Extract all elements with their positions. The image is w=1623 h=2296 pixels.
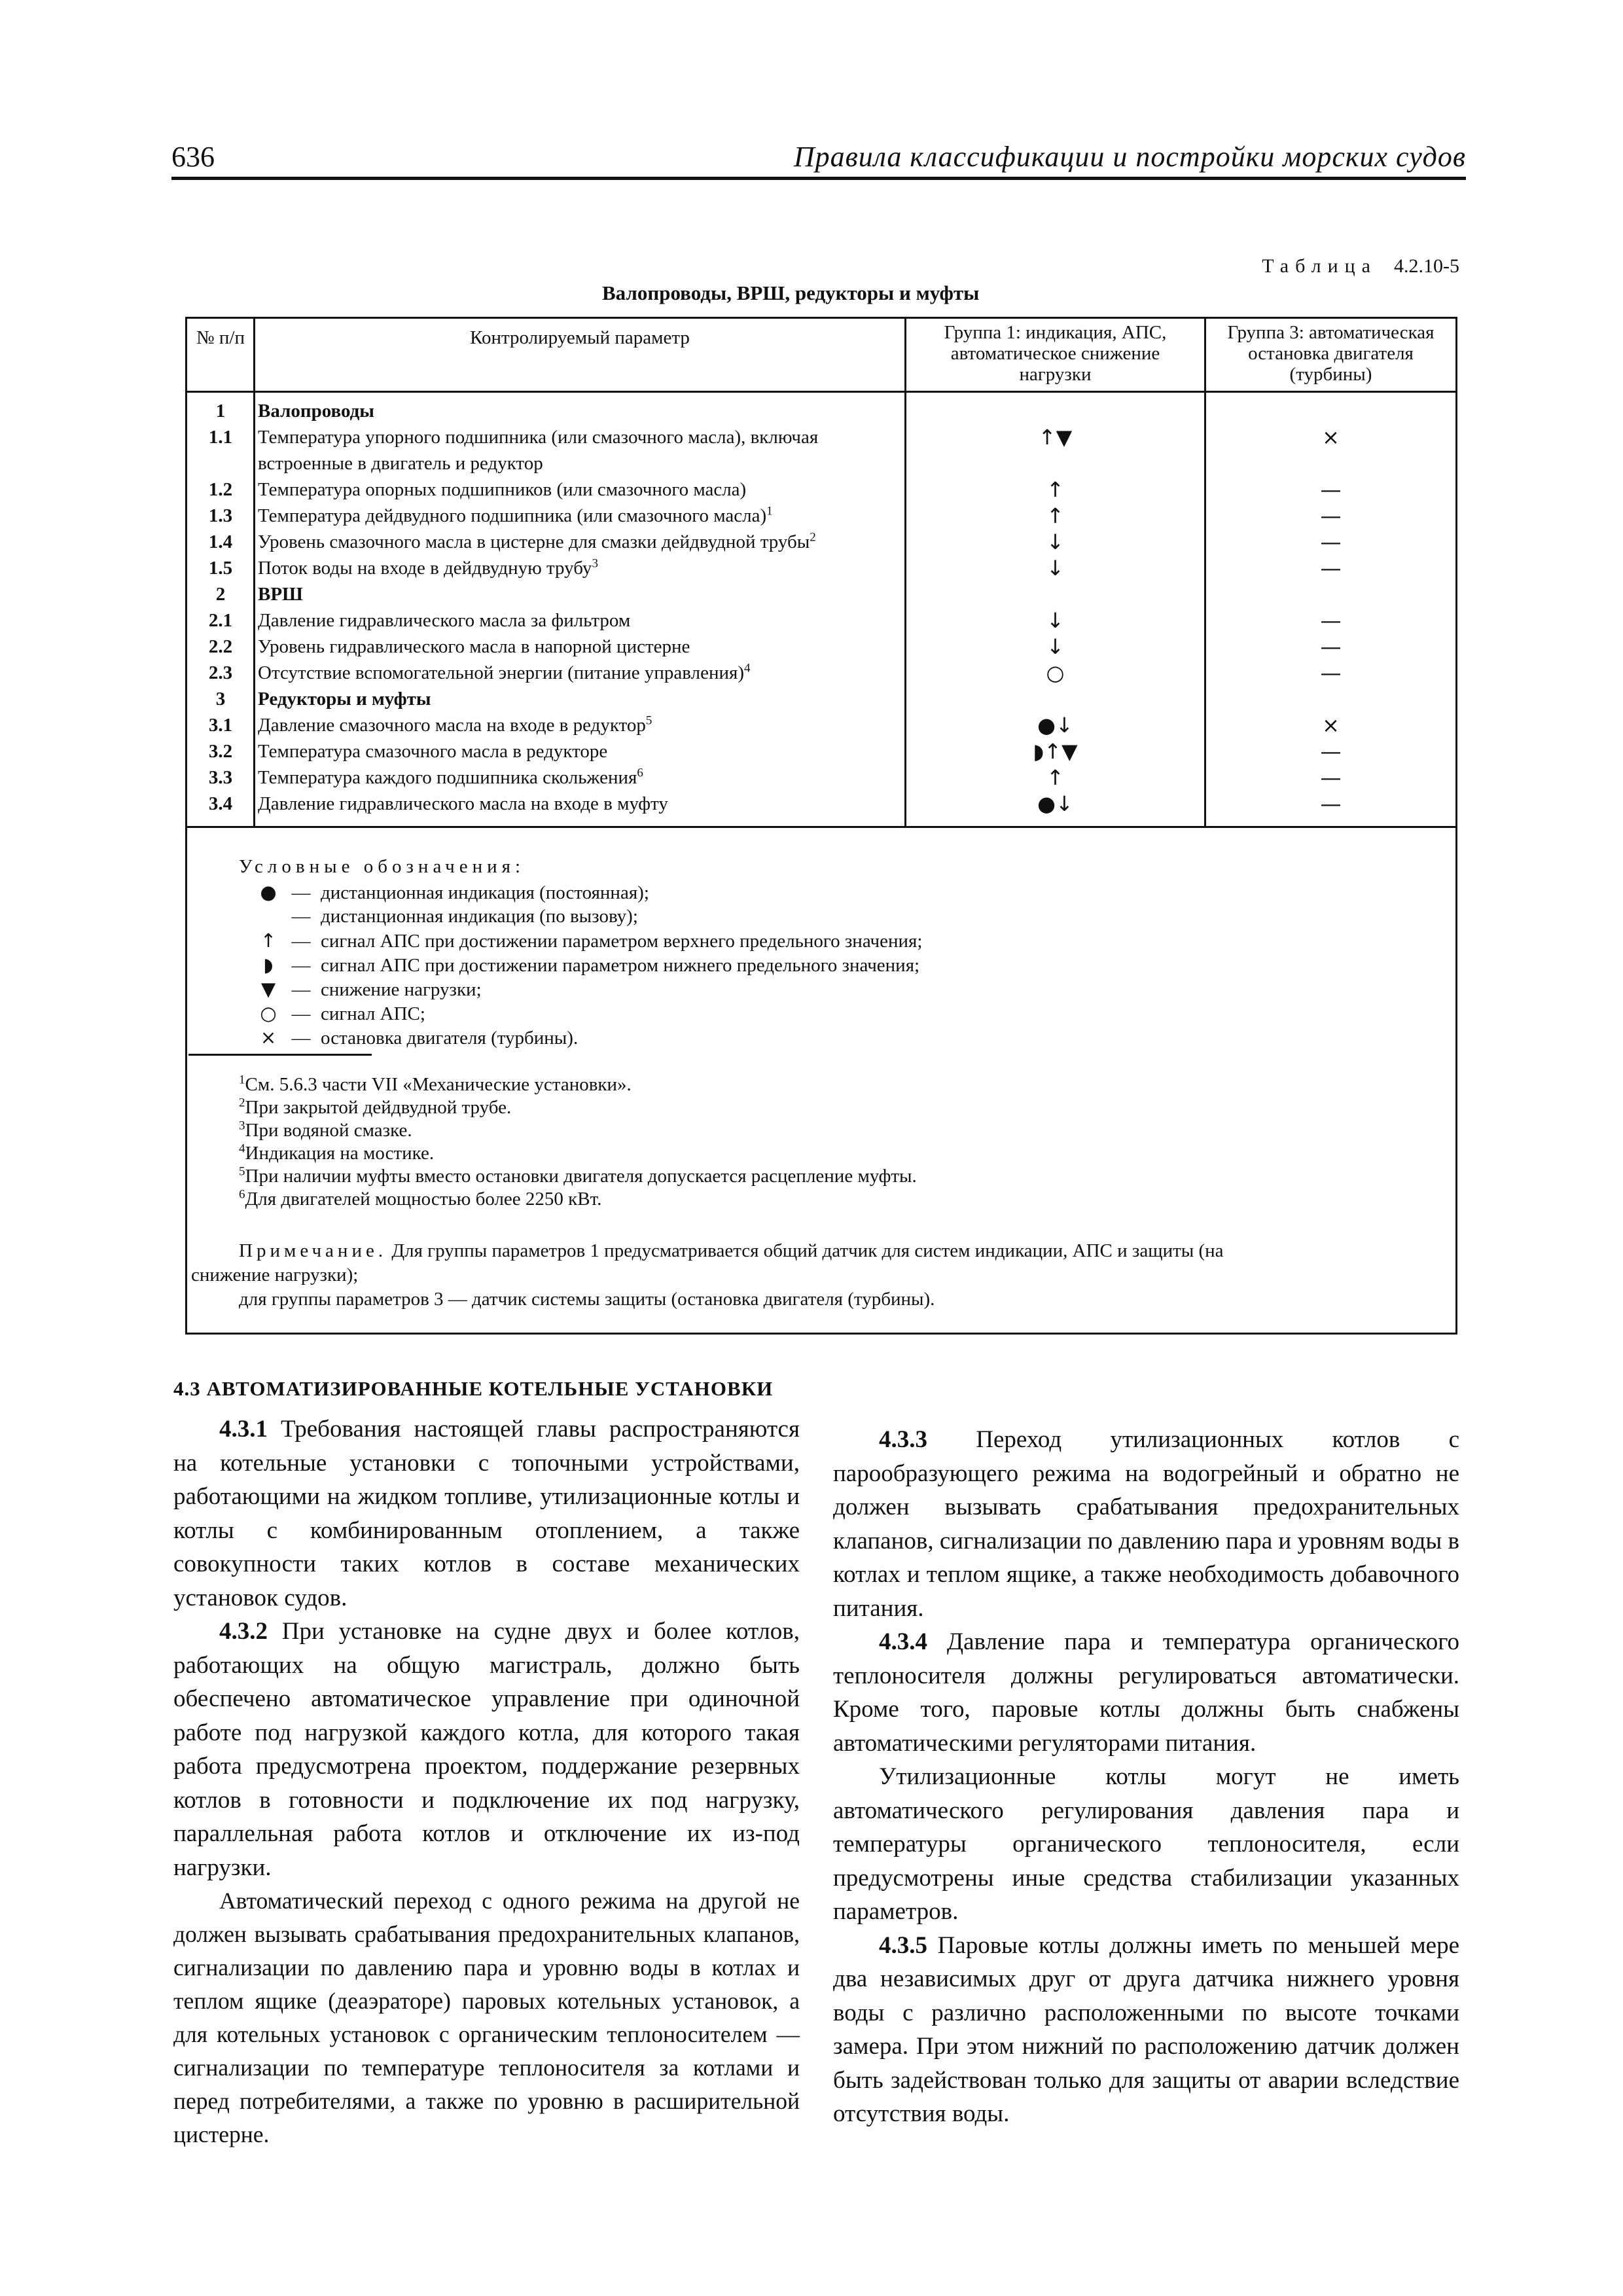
header-group3-line3: (турбины) (1289, 364, 1372, 385)
footnote-text: При закрытой дейдвудной трубе. (245, 1097, 512, 1118)
footnote (239, 1142, 434, 1164)
header-parameter: Контролируемый параметр (470, 327, 690, 348)
row-parameter (258, 712, 652, 738)
note-line1: Для группы параметров 1 предусматривается общий датчик для систем индикации, АПС и защиты (на (391, 1240, 1224, 1261)
legend-item (255, 881, 649, 904)
row-num: 3 (215, 689, 226, 709)
table-label-word: Таблица (1262, 255, 1377, 277)
running-title: Правила классификации и постройки морских судов (793, 141, 1466, 173)
paragraph-text: Автоматический переход с одного режима на другой не должен вызывать срабатывания предохранительных клапанов, сигнализации по давлению пара и уровню воды в котлах и теплом ящике (деаэраторе) паровых котельных установок, а для котельных установок с органическим теплоносителем — сигнализации по температуре теплоносителя за котлами и перед потребителями, а также по уровню в расширительной цистерне. (173, 1888, 800, 2147)
row-group3-symbol: — (1320, 634, 1342, 659)
paragraph-text: Утилизационные котлы могут не иметь автоматического регулирования давления пара и температуры органического теплоносителя, если предусмотрены иные средства стабилизации указанных параметров. (833, 1763, 1459, 1925)
legend-item (255, 1026, 578, 1049)
row-num: 1.3 (208, 505, 233, 526)
row-group3-symbol: — (1320, 529, 1342, 554)
legend-text: дистанционная индикация (постоянная); (321, 882, 649, 903)
header-group3-line2: остановка двигателя (1248, 343, 1414, 364)
footnote-ref: 2 (810, 530, 816, 545)
legend-dash: — (291, 882, 311, 903)
legend-dash: — (291, 906, 311, 927)
row-group1-symbols: ↓ (1046, 556, 1064, 581)
legend-symbol: ○ (260, 1002, 277, 1024)
legend-item (255, 954, 919, 977)
row-parameter (258, 529, 816, 555)
row-parameter (258, 503, 773, 529)
footnote-text: При наличии муфты вместо остановки двигателя допускается расцепление муфты. (245, 1166, 917, 1187)
page-number: 636 (171, 141, 215, 173)
legend-item (255, 978, 482, 1001)
header-num: № п/п (196, 327, 245, 348)
row-parameter (258, 764, 643, 791)
legend-text: остановка двигателя (турбины). (321, 1028, 579, 1049)
paragraph-text: Давление пара и температура органического теплоносителя должны регулироваться автоматически. Кроме того, паровые котлы должны быть снабжены автоматическими регуляторами питания. (833, 1628, 1459, 1757)
note-label: Примечание. (239, 1240, 387, 1261)
row-parameter: Давление гидравлического масла на входе в муфту (258, 793, 668, 814)
header-group1-line2: автоматическое снижение (950, 343, 1160, 364)
paragraph-text: Переход утилизационных котлов с парообразующего режима на водогрейный и обратно не должен вызывать срабатывания предохранительных клапанов, сигнализации по давлению пара и уровням воды в котлах и теплом ящике, а также необходимость добавочного питания. (833, 1426, 1460, 1622)
legend-symbol: ● (260, 881, 277, 903)
row-group1-symbols: ◗↑▼ (1033, 739, 1078, 764)
paragraph-4-3-2 (173, 1615, 800, 1884)
paragraph-4-3-4 (833, 1625, 1459, 1760)
legend-dash: — (291, 1003, 311, 1024)
legend-text: снижение нагрузки; (321, 979, 482, 1000)
legend-text: сигнал АПС при достижении параметром нижнего предельного значения; (321, 955, 920, 976)
legend-text: сигнал АПС при достижении параметром верхнего предельного значения; (321, 931, 923, 952)
row-num: 2.2 (208, 636, 233, 657)
legend-symbol: ▼ (260, 978, 276, 1000)
footnote-number: 1 (239, 1073, 245, 1087)
footnote-number: 2 (239, 1096, 245, 1110)
row-num: 3.2 (208, 741, 233, 762)
legend-title: Условные обозначения: (239, 856, 526, 877)
footnote-text: См. 5.6.3 части VII «Механические установки». (245, 1074, 632, 1095)
footnote-ref: 4 (743, 661, 751, 675)
row-group3-symbol: — (1320, 765, 1342, 790)
row-parameter-text: Температура дейдвудного подшипника (или смазочного масла) (258, 505, 767, 526)
footnote-text: При водяной смазке. (245, 1120, 412, 1141)
header-divider (185, 391, 1457, 393)
header-group3-line1: Группа 3: автоматическая (1227, 322, 1435, 343)
row-parameter: Давление гидравлического масла за фильтром (258, 610, 631, 631)
row-parameter: Уровень гидравлического масла в напорной цистерне (258, 636, 690, 657)
row-group3-symbol: — (1320, 608, 1342, 633)
table-note (239, 1239, 1224, 1263)
footnote (239, 1073, 632, 1096)
row-parameter-text: Давление смазочного масла на входе в редуктор (258, 715, 646, 736)
row-group3-symbol: — (1320, 556, 1342, 581)
row-parameter: Редукторы и муфты (258, 689, 431, 709)
row-parameter-cont: встроенные в двигатель и редуктор (258, 453, 543, 474)
row-group1-symbols: ↑ (1046, 477, 1064, 502)
footnote-text: Для двигателей мощностью более 2250 кВт. (245, 1189, 602, 1210)
footnote (239, 1165, 917, 1187)
row-parameter: Температура упорного подшипника (или смазочного масла), включая (258, 427, 819, 448)
row-group3-symbol: — (1320, 477, 1342, 502)
header-group1-line1: Группа 1: индикация, АПС, (944, 322, 1167, 343)
legend-dash: — (291, 955, 311, 976)
row-num: 2.3 (208, 662, 233, 683)
row-group1-symbols: ↑ (1046, 503, 1064, 528)
row-parameter-text: Температура каждого подшипника скольжения (258, 767, 637, 788)
row-parameter-text: Отсутствие вспомогательной энергии (питание управления) (258, 662, 744, 683)
footnote-number: 4 (239, 1141, 245, 1156)
footnote-number: 3 (239, 1119, 245, 1133)
row-group1-symbols: ○ (1046, 660, 1065, 685)
header-group3 (1206, 322, 1455, 385)
legend-symbol: × (260, 1026, 277, 1049)
paragraph-text: При установке на судне двух и более котлов, работающих на общую магистраль, должно быть обеспечено автоматическое управление при одиночной работе под нагрузкой каждого котла, для которого такая работа предусмотрена проектом, поддержание резервных котлов в готовности и подключение их под нагрузку, параллельная работа котлов и отключение их из-под нагрузки. (173, 1618, 800, 1881)
note-line2: снижение нагрузки); (191, 1265, 359, 1285)
clause-number: 4.3.4 (879, 1628, 927, 1655)
footnote-ref: 3 (592, 556, 598, 571)
paragraph-text: Требования настоящей главы распространяются на котельные установки с топочными устройствами, работающими на жидком топливе, утилизационные котлы и котлы с комбинированным отоплением, а также совокупности таких котлов в составе механических установок судов. (173, 1416, 800, 1611)
footnote-number: 6 (239, 1187, 245, 1202)
row-parameter-text: Поток воды на входе в дейдвудную трубу (258, 558, 592, 579)
row-parameter: ВРШ (258, 584, 303, 605)
row-num: 2 (215, 584, 226, 605)
row-group1-symbols: ↑▼ (1038, 425, 1073, 450)
table-label (1262, 255, 1459, 278)
row-parameter (258, 555, 598, 581)
paragraph-4-3-4-cont (833, 1760, 1459, 1929)
footnote-ref: 5 (645, 713, 652, 728)
row-num: 1.1 (208, 427, 233, 448)
paragraph-4-3-3 (833, 1423, 1459, 1625)
legend-dash: — (291, 931, 311, 952)
paragraph-4-3-2-cont (173, 1884, 800, 2151)
footnote (239, 1119, 412, 1141)
section-heading: 4.3 АВТОМАТИЗИРОВАННЫЕ КОТЕЛЬНЫЕ УСТАНОВКИ (173, 1377, 774, 1400)
clause-number: 4.3.2 (219, 1618, 268, 1645)
footnote-ref: 6 (637, 766, 643, 780)
footnote (239, 1188, 601, 1210)
row-num: 2.1 (208, 610, 233, 631)
row-group3-symbol: × (1322, 425, 1340, 450)
row-num: 1.2 (208, 479, 233, 500)
row-group1-symbols: ↑ (1046, 765, 1064, 790)
legend-text: сигнал АПС; (321, 1003, 425, 1024)
row-parameter-text: Уровень смазочного масла в цистерне для смазки дейдвудной трубы (258, 531, 810, 552)
header-rule (171, 177, 1466, 180)
paragraph-4-3-1 (173, 1412, 800, 1615)
row-num: 3.1 (208, 715, 233, 736)
legend-text: дистанционная индикация (по вызову); (321, 906, 638, 927)
legend-symbol: ◗ (263, 954, 274, 976)
clause-number: 4.3.3 (879, 1426, 927, 1453)
legend-dash: — (291, 1028, 311, 1049)
paragraph-4-3-5 (833, 1929, 1459, 2131)
row-group1-symbols: ↓ (1046, 608, 1064, 633)
row-num: 1.5 (208, 558, 233, 579)
legend-item (255, 929, 922, 952)
row-group3-symbol: — (1320, 660, 1342, 685)
row-num: 1 (215, 401, 226, 422)
footnote-text: Индикация на мостике. (245, 1143, 435, 1164)
row-group3-symbol: — (1320, 739, 1342, 764)
table-title: Валопроводы, ВРШ, редукторы и муфты (602, 281, 980, 304)
row-num: 3.3 (208, 767, 233, 788)
clause-number: 4.3.1 (219, 1416, 268, 1443)
footnote-rule (188, 1054, 372, 1056)
row-num: 1.4 (208, 531, 233, 552)
footnote (239, 1096, 511, 1119)
row-parameter: Валопроводы (258, 401, 374, 422)
note-line3: для группы параметров 3 — датчик системы защиты (остановка двигателя (турбины). (239, 1289, 935, 1310)
header-group1-line3: нагрузки (1019, 364, 1092, 385)
header-group1 (906, 322, 1204, 385)
col-divider-1 (253, 317, 255, 828)
row-group1-symbols: ●↓ (1037, 791, 1073, 816)
legend-item (255, 1002, 425, 1025)
row-group3-symbol: — (1320, 503, 1342, 528)
table-label-number: 4.2.10-5 (1394, 255, 1459, 277)
row-group3-symbol: × (1322, 713, 1340, 738)
footnote-number: 5 (239, 1164, 245, 1179)
legend-dash: — (291, 979, 311, 1000)
row-parameter: Температура опорных подшипников (или смазочного масла) (258, 479, 747, 500)
left-column (173, 1412, 800, 2151)
legend-item (255, 905, 638, 927)
footnote-ref: 1 (766, 504, 773, 518)
row-group1-symbols: ↓ (1046, 529, 1064, 554)
paragraph-text: Паровые котлы должны иметь по меньшей мере два независимых друг от друга датчика нижнего уровня воды с различно расположенными по высоте точками замера. При этом нижний по расположению датчик должен быть задействован только для защиты от аварии вследствие отсутствия воды. (833, 1931, 1459, 2127)
legend-symbol: ↑ (260, 929, 277, 952)
row-group3-symbol: — (1320, 791, 1342, 816)
row-num: 3.4 (208, 793, 233, 814)
row-parameter (258, 660, 750, 686)
right-column (833, 1355, 1459, 2131)
row-group1-symbols: ↓ (1046, 634, 1064, 659)
row-parameter: Температура смазочного масла в редукторе (258, 741, 608, 762)
clause-number: 4.3.5 (879, 1931, 927, 1959)
row-group1-symbols: ●↓ (1037, 713, 1073, 738)
body-divider (185, 826, 1457, 828)
